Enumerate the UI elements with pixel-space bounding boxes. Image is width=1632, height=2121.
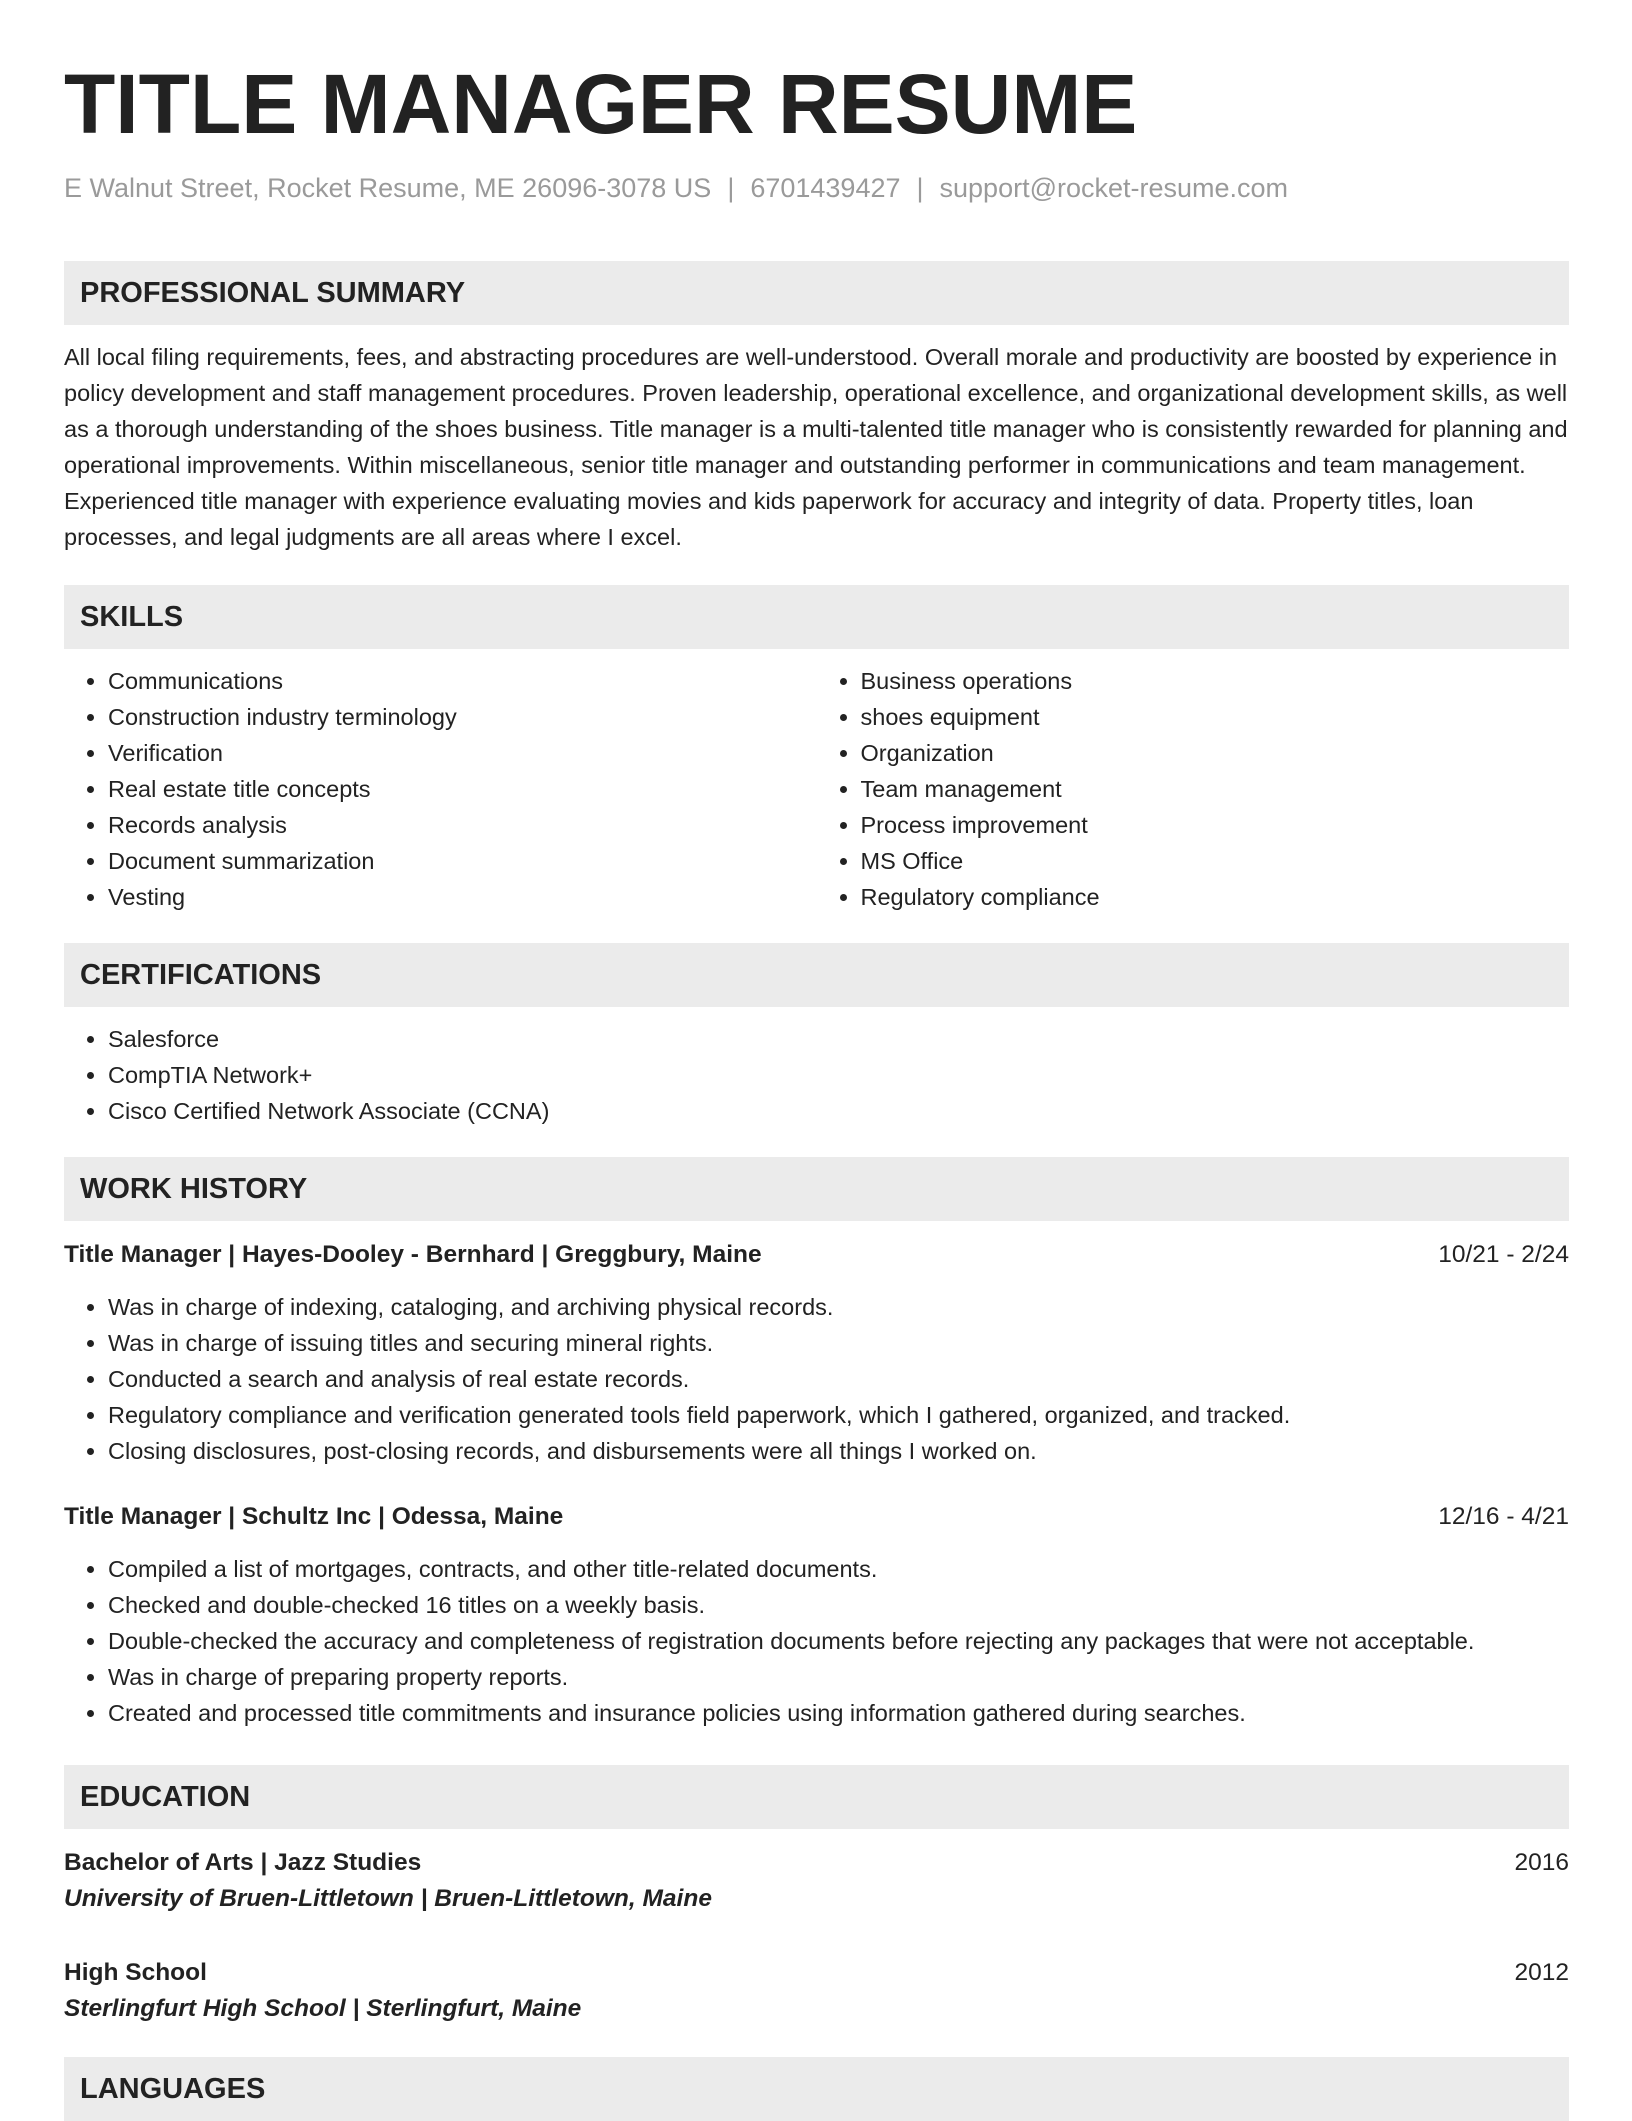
education-header	[64, 1955, 1569, 1991]
job-bullet: • Checked and double-checked 16 titles on a weekly basis.	[108, 1587, 1569, 1623]
skill-item: • Business operations	[861, 663, 1570, 699]
job-bullets	[64, 1551, 1569, 1731]
job-bullet: • Was in charge of issuing titles and securing mineral rights.	[108, 1325, 1569, 1361]
skill-item: • Construction industry terminology	[108, 699, 817, 735]
skill-item: • Organization	[861, 735, 1570, 771]
job-header	[64, 1499, 1569, 1535]
skill-item: • Regulatory compliance	[861, 879, 1570, 915]
contact-address: E Walnut Street, Rocket Resume, ME 26096-3078 US	[64, 173, 712, 203]
skill-item: • Document summarization	[108, 843, 817, 879]
job-bullet: • Created and processed title commitments and insurance policies using information gathered during searches.	[108, 1695, 1569, 1731]
skill-item: • Team management	[861, 771, 1570, 807]
certifications-list	[64, 1021, 1569, 1129]
skills-column-left	[64, 663, 817, 915]
section-heading-certifications: CERTIFICATIONS	[64, 943, 1569, 1007]
section-heading-languages: LANGUAGES	[64, 2057, 1569, 2121]
job-entry	[64, 1237, 1569, 1469]
job-title: Title Manager | Hayes-Dooley - Bernhard | Greggbury, Maine	[64, 1241, 762, 1268]
education-school: Sterlingfurt High School | Sterlingfurt, Maine	[64, 1995, 582, 2022]
job-bullet: • Closing disclosures, post-closing records, and disbursements were all things I worked on.	[108, 1433, 1569, 1469]
skill-item: • Vesting	[108, 879, 817, 915]
job-bullet: • Double-checked the accuracy and completeness of registration documents before rejecting any packages that were not acceptable.	[108, 1623, 1569, 1659]
job-header	[64, 1237, 1569, 1273]
contact-line	[64, 170, 1569, 206]
education-year: 2016	[1514, 1849, 1569, 1876]
certification-item: • CompTIA Network+	[108, 1057, 1569, 1093]
skill-item: • Real estate title concepts	[108, 771, 817, 807]
job-title: Title Manager | Schultz Inc | Odessa, Maine	[64, 1503, 564, 1530]
section-heading-skills: SKILLS	[64, 585, 1569, 649]
job-bullet: • Compiled a list of mortgages, contracts, and other title-related documents.	[108, 1551, 1569, 1587]
skill-item: • Records analysis	[108, 807, 817, 843]
contact-email[interactable]: support@rocket-resume.com	[939, 173, 1289, 203]
skill-item: • MS Office	[861, 843, 1570, 879]
certification-item: • Cisco Certified Network Associate (CCNA)	[108, 1093, 1569, 1129]
contact-phone: 6701439427	[750, 173, 901, 203]
education-degree: High School	[64, 1959, 207, 1986]
contact-separator: |	[916, 173, 924, 203]
job-bullet: • Was in charge of indexing, cataloging, and archiving physical records.	[108, 1289, 1569, 1325]
summary-paragraph: All local filing requirements, fees, and abstracting procedures are well-understood. Overall morale and productivity are boosted by experience in policy development and staff management procedures. Proven leadership, operational excellence, and organizational development skills, as well as a thorough understanding of the shoes business. Title manager is a multi-talented title manager who is consistently rewarded for planning and operational improvements. Within miscellaneous, senior title manager and outstanding performer in communications and team management. Experienced title manager with experience evaluating movies and kids paperwork for accuracy and integrity of data. Property titles, loan processes, and legal judgments are all areas where I excel.	[64, 344, 1568, 550]
job-entry	[64, 1499, 1569, 1731]
skills-list	[64, 663, 1569, 915]
section-heading-work-history: WORK HISTORY	[64, 1157, 1569, 1221]
skill-item: • Communications	[108, 663, 817, 699]
job-bullet: • Was in charge of preparing property reports.	[108, 1659, 1569, 1695]
contact-separator: |	[727, 173, 735, 203]
education-year: 2012	[1514, 1959, 1569, 1986]
job-dates: 12/16 - 4/21	[1438, 1503, 1569, 1530]
job-bullet: • Regulatory compliance and verification generated tools field paperwork, which I gathered, organized, and tracked.	[108, 1397, 1569, 1433]
job-dates: 10/21 - 2/24	[1438, 1241, 1569, 1268]
resume-page	[64, 0, 1569, 2121]
education-degree: Bachelor of Arts | Jazz Studies	[64, 1849, 422, 1876]
education-school: University of Bruen-Littletown | Bruen-Littletown, Maine	[64, 1885, 712, 1912]
skill-item: • shoes equipment	[861, 699, 1570, 735]
skills-column-right	[817, 663, 1570, 915]
skill-item: • Process improvement	[861, 807, 1570, 843]
education-entry	[64, 1955, 1569, 2027]
resume-title: TITLE MANAGER RESUME	[64, 57, 1138, 151]
education-header	[64, 1845, 1569, 1881]
section-heading-summary: PROFESSIONAL SUMMARY	[64, 261, 1569, 325]
job-bullets	[64, 1289, 1569, 1469]
skill-item: • Verification	[108, 735, 817, 771]
section-heading-education: EDUCATION	[64, 1765, 1569, 1829]
certification-item: • Salesforce	[108, 1021, 1569, 1057]
job-bullet: • Conducted a search and analysis of real estate records.	[108, 1361, 1569, 1397]
education-entry	[64, 1845, 1569, 1917]
